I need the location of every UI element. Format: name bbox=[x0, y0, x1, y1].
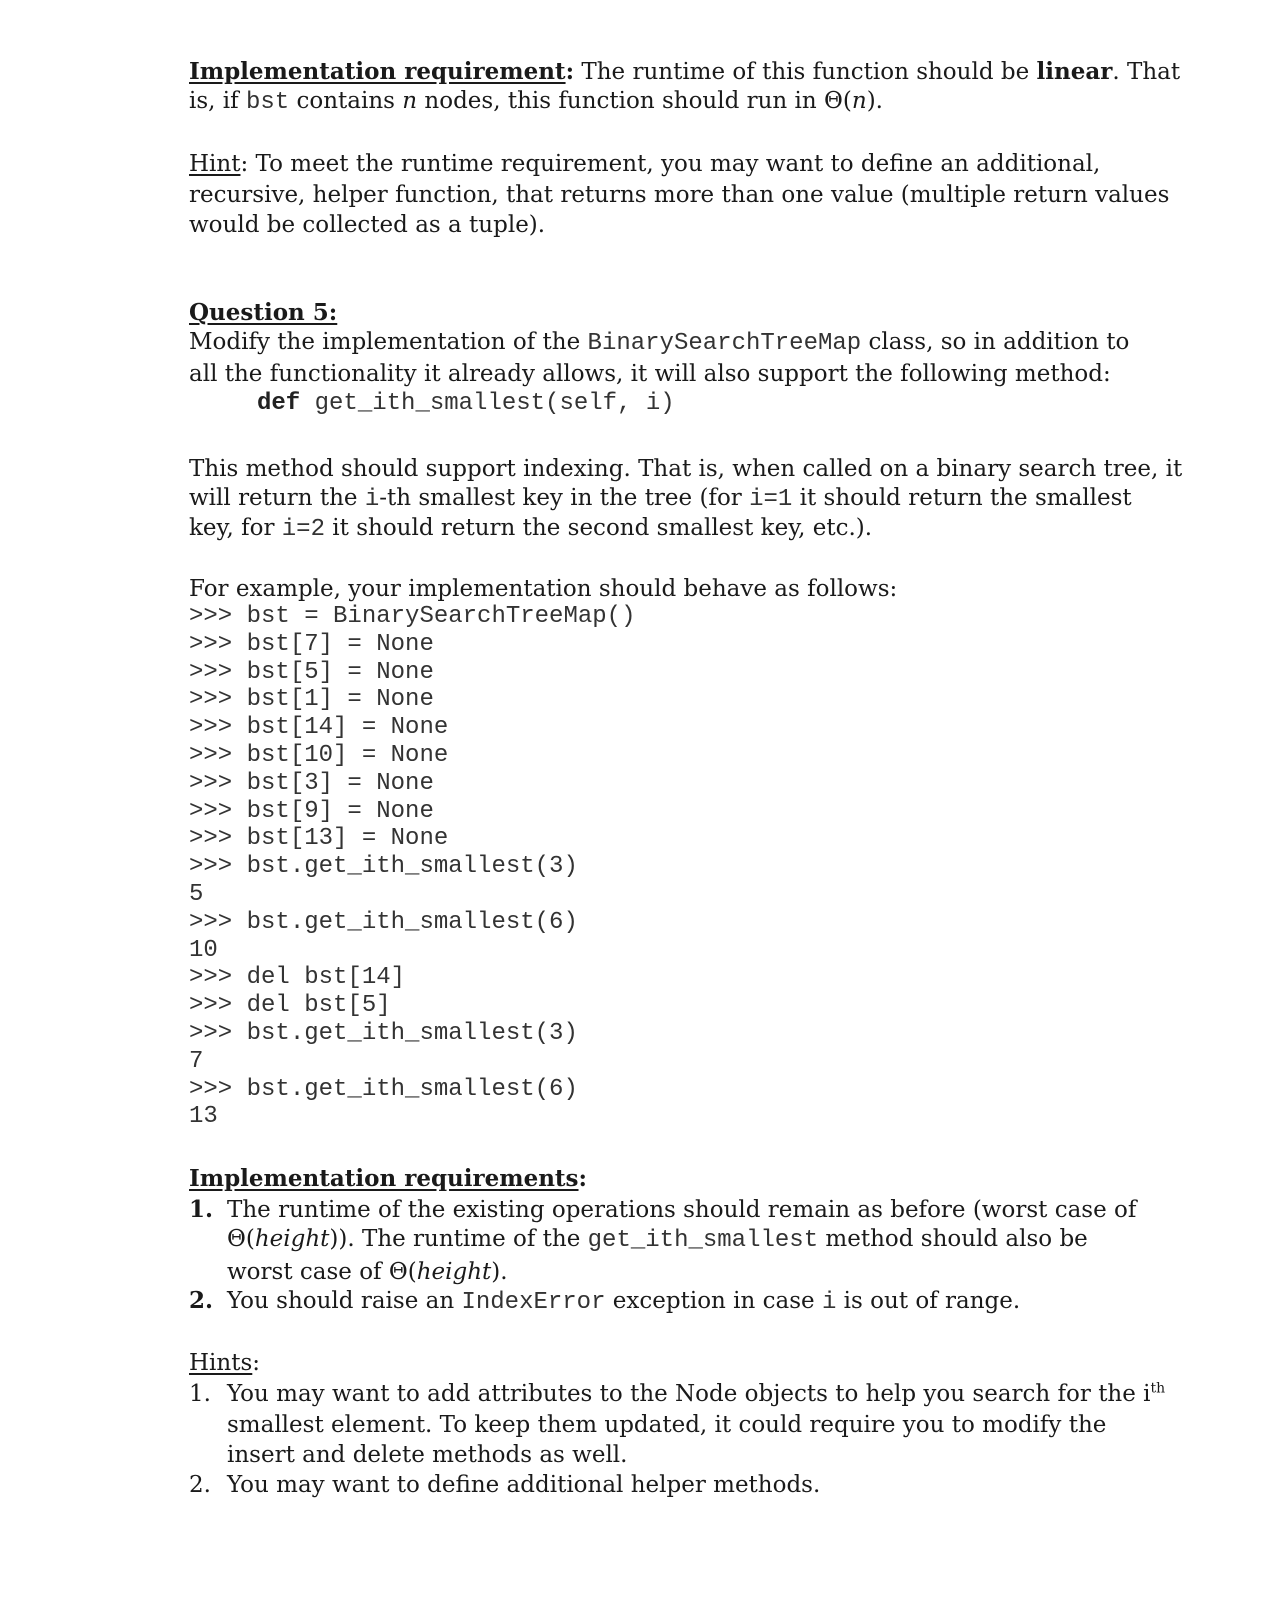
impl-req-line-1: Implementation requirement: The runtime of this function should be linear. That bbox=[189, 58, 1181, 85]
code-line: >>> del bst[14] bbox=[189, 964, 406, 992]
code-line: >>> bst[14] = None bbox=[189, 714, 449, 742]
hint-label: Hint bbox=[189, 151, 241, 177]
impl-reqs-heading-line: Implementation requirements: bbox=[189, 1165, 588, 1192]
method-signature: def get_ith_smallest(self, i) bbox=[257, 390, 675, 417]
impl-reqs-heading: Implementation requirements bbox=[189, 1165, 579, 1192]
hint-line-2: recursive, helper function, that returns more than one value (multiple return values bbox=[189, 182, 1170, 208]
code-line: >>> bst[7] = None bbox=[189, 630, 434, 658]
code-line: >>> bst = BinarySearchTreeMap() bbox=[189, 603, 636, 630]
code-line: >>> bst.get_ith_smallest(3) bbox=[189, 853, 578, 881]
question-5-heading: Question 5: bbox=[189, 299, 338, 326]
code-class-name: BinarySearchTreeMap bbox=[587, 330, 862, 357]
def-keyword: def bbox=[257, 390, 301, 417]
linear-emphasis: linear bbox=[1036, 58, 1113, 85]
code-line: >>> bst.get_ith_smallest(3) bbox=[189, 1020, 578, 1047]
desc-line-3: key, for i=2 it should return the second smallest key, etc.). bbox=[189, 515, 873, 543]
code-line: 7 bbox=[189, 1047, 204, 1075]
code-indexerror: IndexError bbox=[461, 1289, 606, 1316]
code-bst: bst bbox=[245, 89, 290, 116]
hints-heading-line: Hints: bbox=[189, 1350, 261, 1376]
code-line: 13 bbox=[189, 1103, 218, 1131]
code-line: >>> bst[9] = None bbox=[189, 797, 434, 825]
code-line: >>> bst.get_ith_smallest(6) bbox=[189, 908, 578, 936]
hints-label: Hints bbox=[189, 1350, 253, 1376]
code-line: >>> bst[13] = None bbox=[189, 825, 449, 853]
code-line: >>> bst[10] = None bbox=[189, 742, 449, 769]
example-intro: For example, your implementation should behave as follows: bbox=[189, 576, 898, 602]
code-line: >>> bst[1] = None bbox=[189, 686, 434, 714]
desc-line-1: This method should support indexing. That is, when called on a binary search tree, it bbox=[189, 456, 1183, 482]
hint-line-1: Hint: To meet the runtime requirement, you may want to define an additional, bbox=[189, 151, 1101, 177]
q5-line-1: Modify the implementation of the BinarySearchTreeMap class, so in addition to bbox=[189, 329, 1130, 357]
impl-req-heading: Implementation requirement bbox=[189, 58, 566, 85]
hint-line-3: would be collected as a tuple). bbox=[189, 212, 546, 238]
impl-req-line-2: is, if bst contains n nodes, this function should run in Θ(n). bbox=[189, 88, 883, 116]
q5-line-2: all the functionality it already allows, it will also support the following method: bbox=[189, 361, 1111, 387]
code-line: >>> bst[5] = None bbox=[189, 658, 434, 686]
desc-line-2: will return the i-th smallest key in the tree (for i=1 it should return the smallest bbox=[189, 485, 1132, 513]
code-line: 5 bbox=[189, 881, 204, 908]
code-line: 10 bbox=[189, 936, 218, 964]
code-get-ith-smallest: get_ith_smallest bbox=[587, 1227, 819, 1254]
code-line: >>> bst.get_ith_smallest(6) bbox=[189, 1075, 578, 1103]
code-line: >>> del bst[5] bbox=[189, 992, 391, 1020]
code-line: >>> bst[3] = None bbox=[189, 769, 434, 797]
